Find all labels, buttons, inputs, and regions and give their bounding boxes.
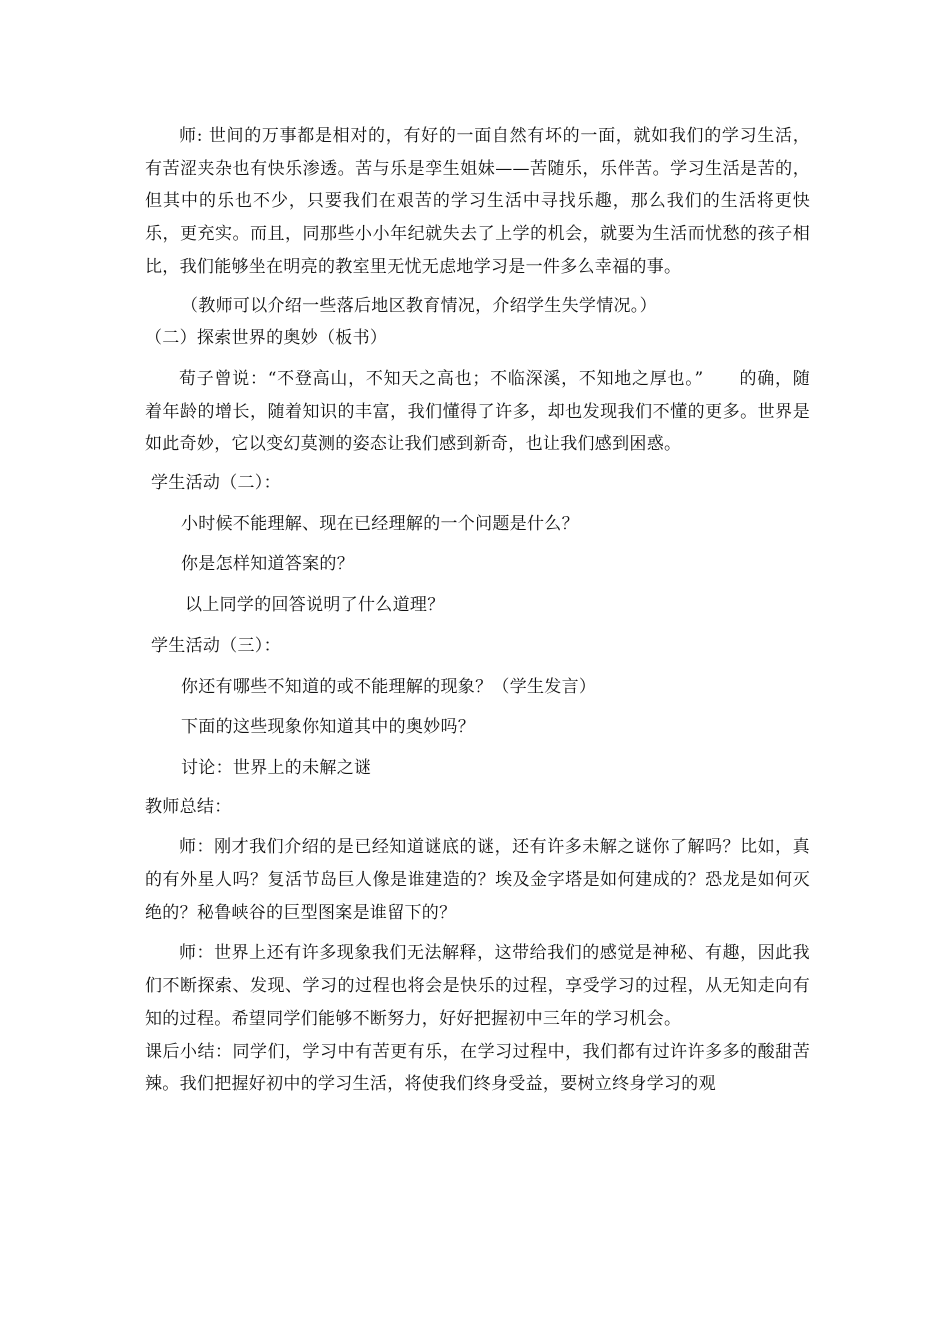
after-class-summary: 课后小结：同学们，学习中有苦更有乐，在学习过程中，我们都有过许许多多的酸甜苦辣。我们把握好初中的学习生活，将使我们终身受益，要树立终身学习的观 xyxy=(145,1041,810,1095)
teacher-paragraph-3: 师：世界上还有许多现象我们无法解释，这带给我们的感觉是神秘、有趣，因此我们不断探索、发现、学习的过程也将会是快乐的过程，享受学习的过程，从无知走向有知的过程。希望同学们能够不断努力，好好把握初中三年的学习机会。 xyxy=(145,943,810,1029)
teacher-summary-title: 教师总结： xyxy=(145,796,232,817)
document-page xyxy=(145,120,810,1101)
teacher-paragraph-1: 师: 世间的万事都是相对的，有好的一面自然有坏的一面，就如我们的学习生活，有苦涩夹杂也有快乐渗透。苦与乐是孪生姐妹——苦随乐，乐伴苦。学习生活是苦的，但其中的乐也不少，只要我们在艰苦的学习生活中寻找乐趣，那么我们的生活将更快乐，更充实。而且，同那些小小年纪就失去了上学的机会，就要为生活而忧愁的孩子相比，我们能够坐在明亮的教室里无忧无虑地学习是一件多么幸福的事。 xyxy=(145,126,810,277)
xunzi-quote-paragraph: 荀子曾说：“不登高山，不知天之高也；不临深溪，不知地之厚也。” 的确，随着年龄的增长，随着知识的丰富，我们懂得了许多，却也发现我们不懂的更多。世界是如此奇妙，它以变幻莫测的姿态让我们感到新奇，也让我们感到困惑。 xyxy=(145,368,810,455)
activity-2-question-2: 你是怎样知道答案的？ xyxy=(181,554,354,575)
activity-2-question-1: 小时候不能理解、现在已经理解的一个问题是什么？ xyxy=(181,513,579,534)
activity-2-question-3: 以上同学的回答说明了什么道理？ xyxy=(185,595,445,616)
teacher-paragraph-2: 师：刚才我们介绍的是已经知道谜底的谜，还有许多未解之谜你了解吗？比如，真的有外星人吗？复活节岛巨人像是谁建造的？埃及金字塔是如何建成的？恐龙是如何灭绝的？秘鲁峡谷的巨型图案是谁留下的？ xyxy=(145,837,810,923)
activity-2-title: 学生活动（二）： xyxy=(151,473,281,494)
activity-3-question-3: 讨论：世界上的未解之谜 xyxy=(181,757,372,778)
section-heading-2: （二）探索世界的奥妙（板书） xyxy=(145,328,388,349)
activity-3-question-2: 下面的这些现象你知道其中的奥妙吗？ xyxy=(181,717,476,738)
teacher-note: （教师可以介绍一些落后地区教育情况，介绍学生失学情况。） xyxy=(181,295,657,316)
activity-3-title: 学生活动（三）： xyxy=(151,635,281,656)
activity-3-question-1: 你还有哪些不知道的或不能理解的现象？（学生发言） xyxy=(181,676,597,697)
